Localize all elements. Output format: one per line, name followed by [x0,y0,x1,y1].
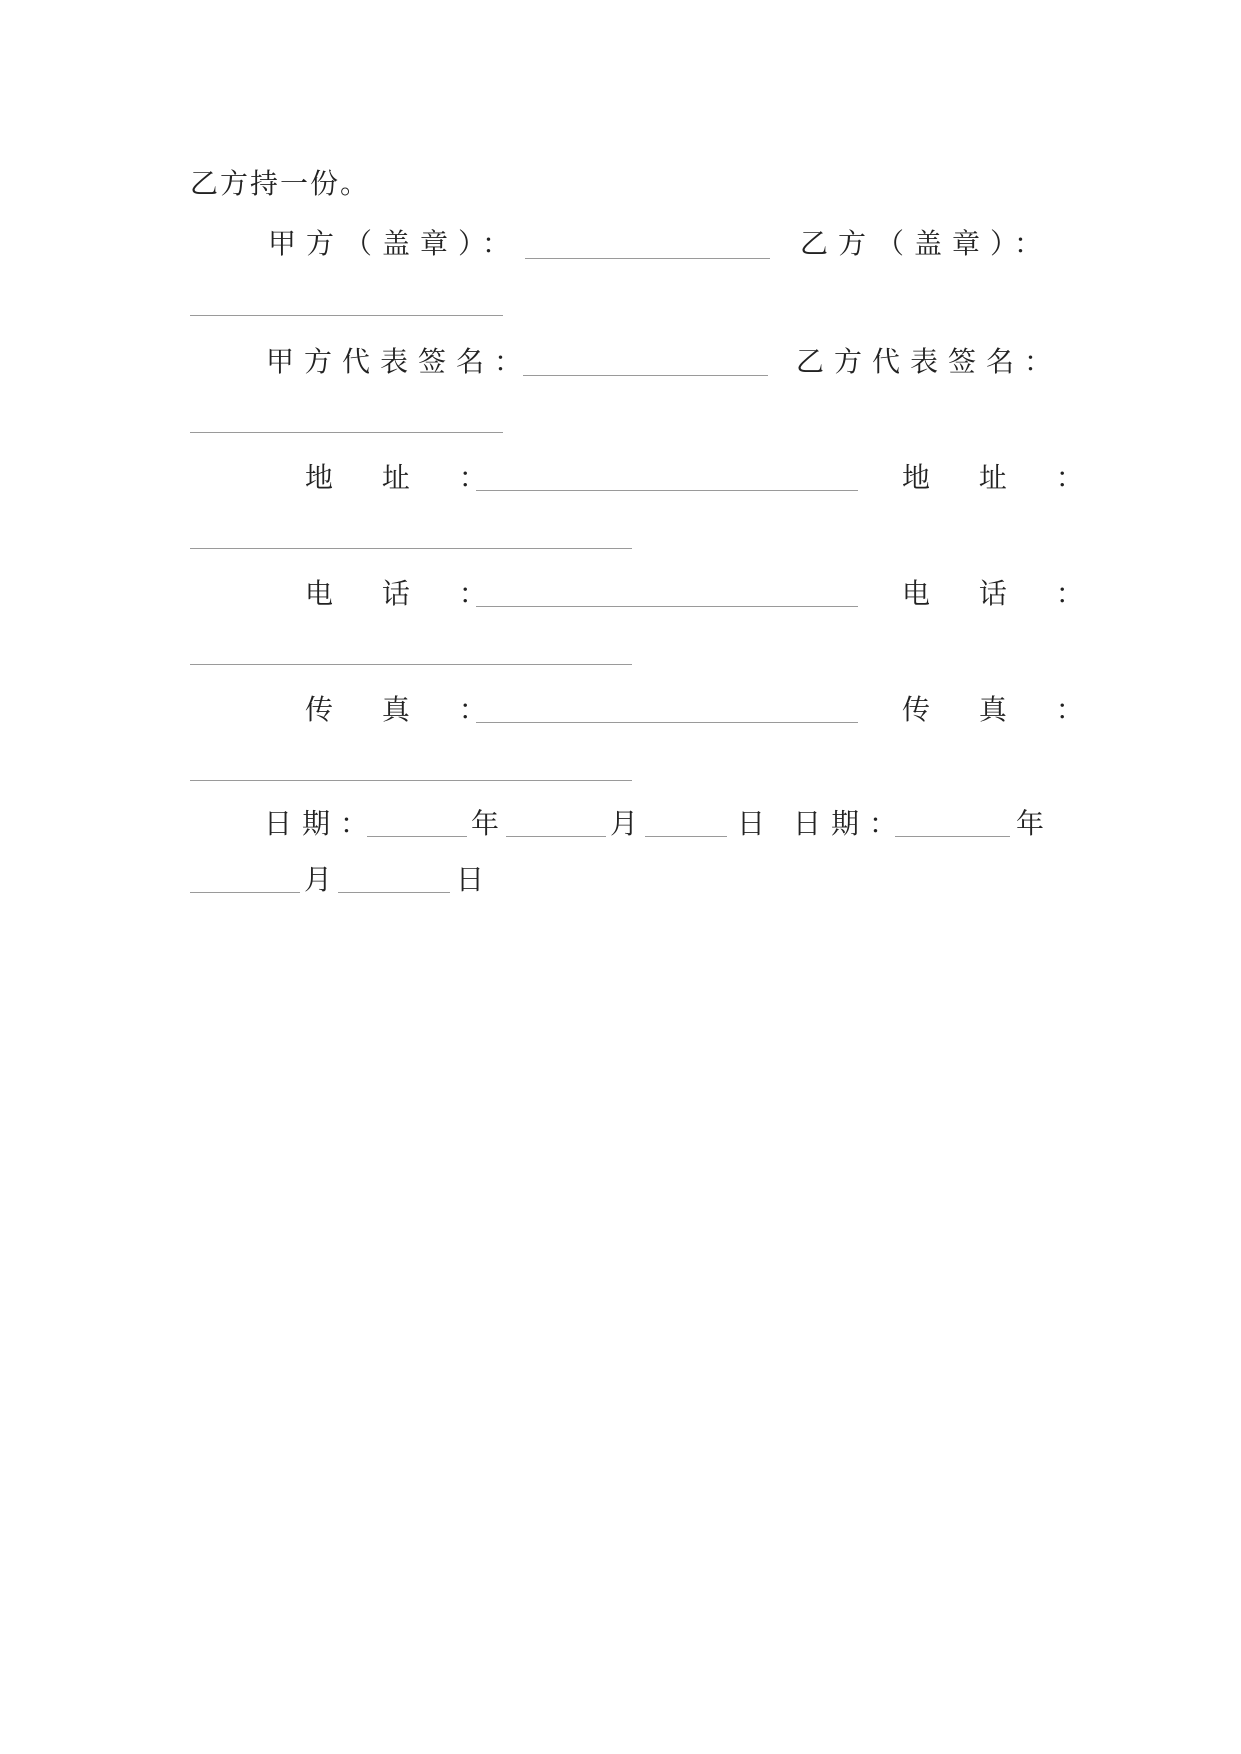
party-a-fax-line[interactable] [476,722,858,723]
party-b-fax-label: 传 真 ： [902,693,1104,726]
party-b-address-label: 地 址 ： [902,461,1104,494]
intro-line: 乙方持一份。 [190,167,371,200]
party-a-address-line[interactable] [476,490,858,491]
party-b-month-char: 月 [304,863,333,896]
party-b-seal-label: 乙方（盖章）： [800,227,1053,260]
party-b-rep-line[interactable] [190,432,503,433]
party-b-address-line[interactable] [190,548,632,549]
party-b-year-line[interactable] [895,836,1010,837]
party-a-month-line[interactable] [506,836,606,837]
party-a-address-label: 地 址 ： [305,461,507,494]
party-a-date-label: 日期： [264,807,379,840]
party-b-year-char: 年 [1016,807,1045,840]
party-a-phone-line[interactable] [476,606,858,607]
party-a-fax-label: 传 真 ： [305,693,507,726]
party-b-fax-line[interactable] [190,780,632,781]
party-b-day-line[interactable] [338,892,450,893]
party-b-phone-line[interactable] [190,664,632,665]
party-a-seal-line[interactable] [525,258,770,259]
party-a-month-char: 月 [610,807,639,840]
party-a-rep-line[interactable] [523,375,768,376]
party-a-phone-label: 电 话 ： [305,577,507,610]
party-b-month-line[interactable] [190,892,300,893]
party-a-day-line[interactable] [645,836,727,837]
party-b-rep-label: 乙方代表签名： [796,345,1063,378]
party-a-rep-label: 甲方代表签名： [266,345,533,378]
party-b-date-label: 日期： [793,807,908,840]
party-a-year-char: 年 [471,807,500,840]
party-b-day-char: 日 [456,863,485,896]
party-a-day-char: 日 [737,807,766,840]
party-b-phone-label: 电 话 ： [902,577,1104,610]
party-a-seal-label: 甲方（盖章）： [268,227,521,260]
party-b-seal-line[interactable] [190,315,503,316]
party-a-year-line[interactable] [367,836,467,837]
